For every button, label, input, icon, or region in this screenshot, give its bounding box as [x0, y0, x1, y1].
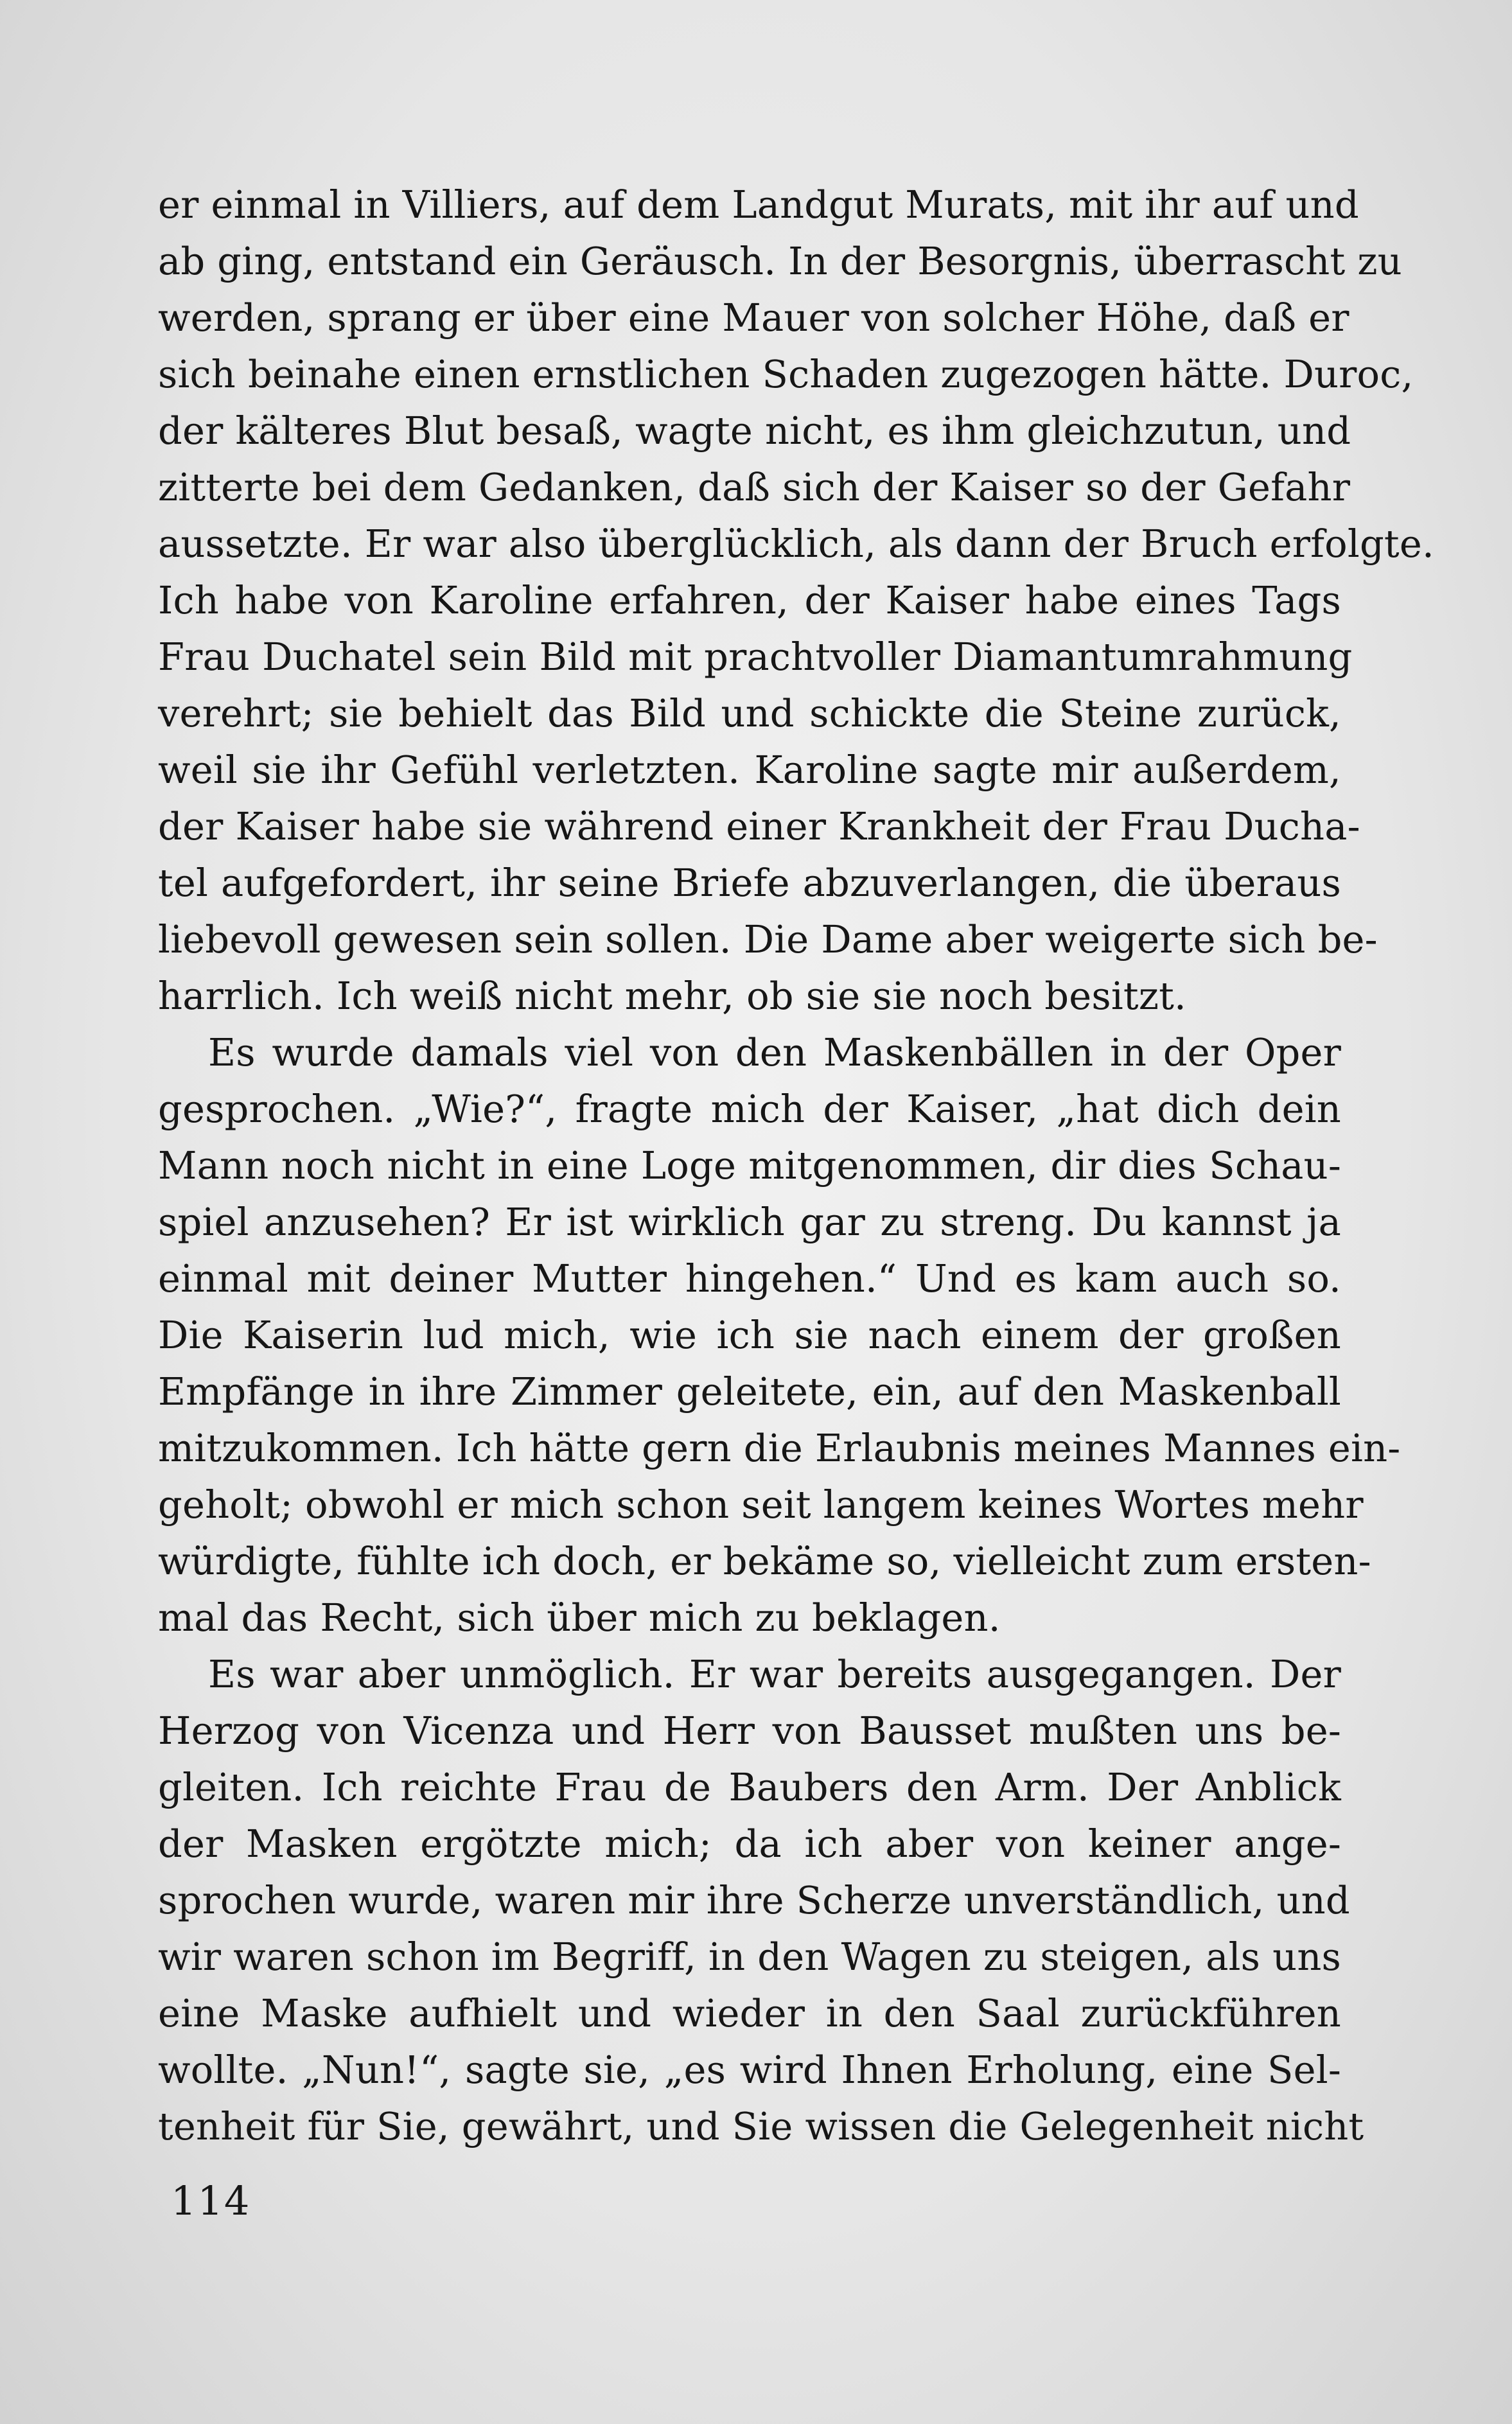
text-line: verehrt; sie behielt das Bild und schickte die Steine zurück,	[158, 691, 1341, 735]
text-line: tel aufgefordert, ihr seine Briefe abzuverlangen, die überaus	[158, 861, 1341, 905]
text-line: wir waren schon im Begriff, in den Wagen zu steigen, als uns	[158, 1935, 1341, 1979]
text-line: würdigte, fühlte ich doch, er bekäme so, vielleicht zum ersten-	[158, 1539, 1371, 1583]
paragraph	[158, 1646, 1364, 2155]
text-line: gleiten. Ich reichte Frau de Baubers den Arm. Der Anblick	[158, 1765, 1341, 1809]
text-line: der Kaiser habe sie während einer Krankheit der Frau Ducha-	[158, 804, 1360, 848]
text-line: spiel anzusehen? Er ist wirklich gar zu streng. Du kannst ja	[158, 1200, 1341, 1244]
text-line: eine Maske aufhielt und wieder in den Saal zurückführen	[158, 1991, 1341, 2035]
text-line: einmal mit deiner Mutter hingehen.“ Und es kam auch so.	[158, 1256, 1341, 1301]
text-line: harrlich. Ich weiß nicht mehr, ob sie sie noch besitzt.	[158, 974, 1186, 1018]
text-line: Es wurde damals viel von den Maskenbällen in der Oper	[208, 1030, 1341, 1075]
text-line: zitterte bei dem Gedanken, daß sich der Kaiser so der Gefahr	[158, 465, 1351, 509]
text-line: er einmal in Villiers, auf dem Landgut Murats, mit ihr auf und	[158, 182, 1359, 227]
text-line: geholt; obwohl er mich schon seit langem keines Wortes mehr	[158, 1482, 1364, 1527]
text-line: mal das Recht, sich über mich zu beklagen.	[158, 1595, 1001, 1640]
text-line: Empfänge in ihre Zimmer geleitete, ein, auf den Maskenball	[158, 1369, 1341, 1414]
text-line: Frau Duchatel sein Bild mit prachtvoller Diamantumrahmung	[158, 635, 1353, 679]
paragraph	[158, 177, 1434, 1024]
paragraph	[158, 1024, 1401, 1646]
text-line: Es war aber unmöglich. Er war bereits ausgegangen. Der	[208, 1652, 1341, 1696]
text-line: tenheit für Sie, gewährt, und Sie wissen die Gelegenheit nicht	[158, 2104, 1364, 2148]
text-line: aussetzte. Er war also überglücklich, als dann der Bruch erfolgte.	[158, 522, 1434, 566]
text-line: der kälteres Blut besaß, wagte nicht, es ihm gleichzutun, und	[158, 408, 1351, 453]
text-line: Mann noch nicht in eine Loge mitgenommen, dir dies Schau-	[158, 1143, 1341, 1188]
text-line: liebevoll gewesen sein sollen. Die Dame aber weigerte sich be-	[158, 917, 1378, 962]
text-line: wollte. „Nun!“, sagte sie, „es wird Ihnen Erholung, eine Sel-	[158, 2048, 1341, 2092]
text-line: sich beinahe einen ernstlichen Schaden zugezogen hätte. Duroc,	[158, 352, 1414, 396]
text-line: ab ging, entstand ein Geräusch. In der Besorgnis, überrascht zu	[158, 239, 1402, 283]
page-number: 114	[171, 2177, 251, 2224]
text-line: werden, sprang er über eine Mauer von solcher Höhe, daß er	[158, 295, 1349, 340]
text-line: sprochen wurde, waren mir ihre Scherze unverständlich, und	[158, 1878, 1350, 1922]
text-line: Die Kaiserin lud mich, wie ich sie nach einem der großen	[158, 1313, 1341, 1357]
body-text	[158, 177, 1434, 2155]
text-line: der Masken ergötzte mich; da ich aber von keiner ange-	[158, 1822, 1341, 1866]
text-line: gesprochen. „Wie?“, fragte mich der Kaiser, „hat dich dein	[158, 1087, 1341, 1131]
text-line: mitzukommen. Ich hätte gern die Erlaubnis meines Mannes ein-	[158, 1426, 1401, 1470]
text-line: Herzog von Vicenza und Herr von Bausset mußten uns be-	[158, 1708, 1341, 1753]
text-line: weil sie ihr Gefühl verletzten. Karoline sagte mir außerdem,	[158, 748, 1341, 792]
text-line: Ich habe von Karoline erfahren, der Kaiser habe eines Tags	[158, 578, 1341, 622]
